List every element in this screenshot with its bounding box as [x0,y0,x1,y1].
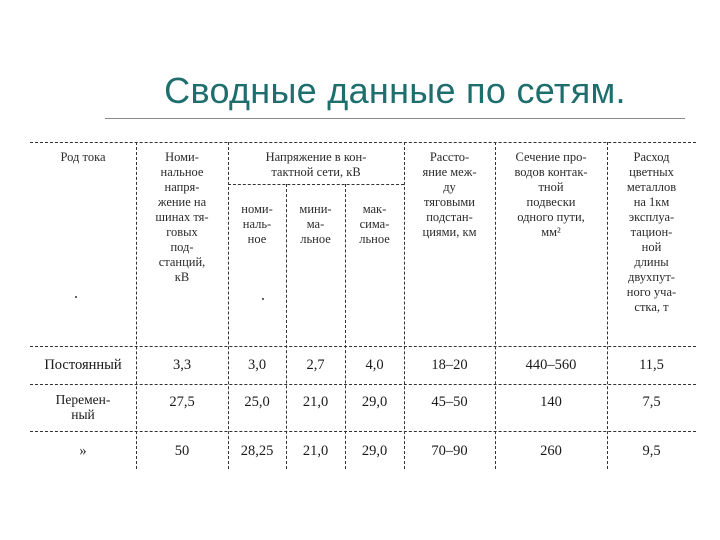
row3-minimal: 21,0 [302,443,329,459]
header-maximal: мак- сима- льное [359,202,390,246]
row1-distance: 18–20 [431,357,468,373]
row2-distance: 45–50 [431,394,468,410]
title-divider [105,118,685,119]
row1-kind: Постоянный [44,357,122,373]
row2-substation: 27,5 [169,394,195,410]
header-metal: Расход цветных металлов на 1км эксплуа- тацион- ной длины двухпут- ного уча- стка, т [626,150,677,314]
row2-maximal: 29,0 [361,394,388,410]
header-kind: Род тока [60,150,106,164]
row2-nominal: 25,0 [244,394,270,410]
row3-metal: 9,5 [642,443,661,459]
row3-distance: 70–90 [431,443,468,459]
row1-metal: 11,5 [639,357,664,373]
header-nominal: номи- наль- ное [241,202,273,246]
row2-section: 140 [540,394,562,410]
scan-speck [262,298,264,300]
row1-section: 440–560 [525,357,577,373]
subheader-rule [228,184,404,185]
row-rule-2 [30,431,696,432]
header-bottom-rule [30,346,696,347]
row3-section: 260 [540,443,562,459]
row1-maximal: 4,0 [365,357,384,373]
header-distance: Рассто- яние меж- ду тяговыми подстан- циями, км [422,150,477,239]
row3-substation: 50 [174,443,190,459]
table-top-rule [30,142,696,143]
slide-title: Сводные данные по сетям. [164,70,626,111]
row2-metal: 7,5 [642,394,661,410]
header-nominal-substation: Номи- нальное напря- жение на шинах тя- говых под- станций, кВ [155,150,209,284]
col-rule-2 [228,142,229,469]
row1-nominal: 3,0 [247,357,267,373]
row3-kind: » [79,443,87,459]
row3-nominal: 28,25 [240,443,274,459]
row1-substation: 3,3 [172,357,192,373]
header-voltage-group: Напряжение в кон- тактной сети, кВ [265,150,367,179]
row1-minimal: 2,7 [306,357,325,373]
row2-minimal: 21,0 [302,394,329,410]
scanned-table [30,136,698,469]
header-section: Сечение про- водов контак- тной подвески одного пути, мм² [514,150,588,239]
row3-maximal: 29,0 [361,443,388,459]
header-minimal: мини- ма- льное [299,202,332,246]
scan-speck [75,296,77,298]
row2-kind: Перемен- ный [55,392,111,422]
row-rule-1 [30,384,696,385]
